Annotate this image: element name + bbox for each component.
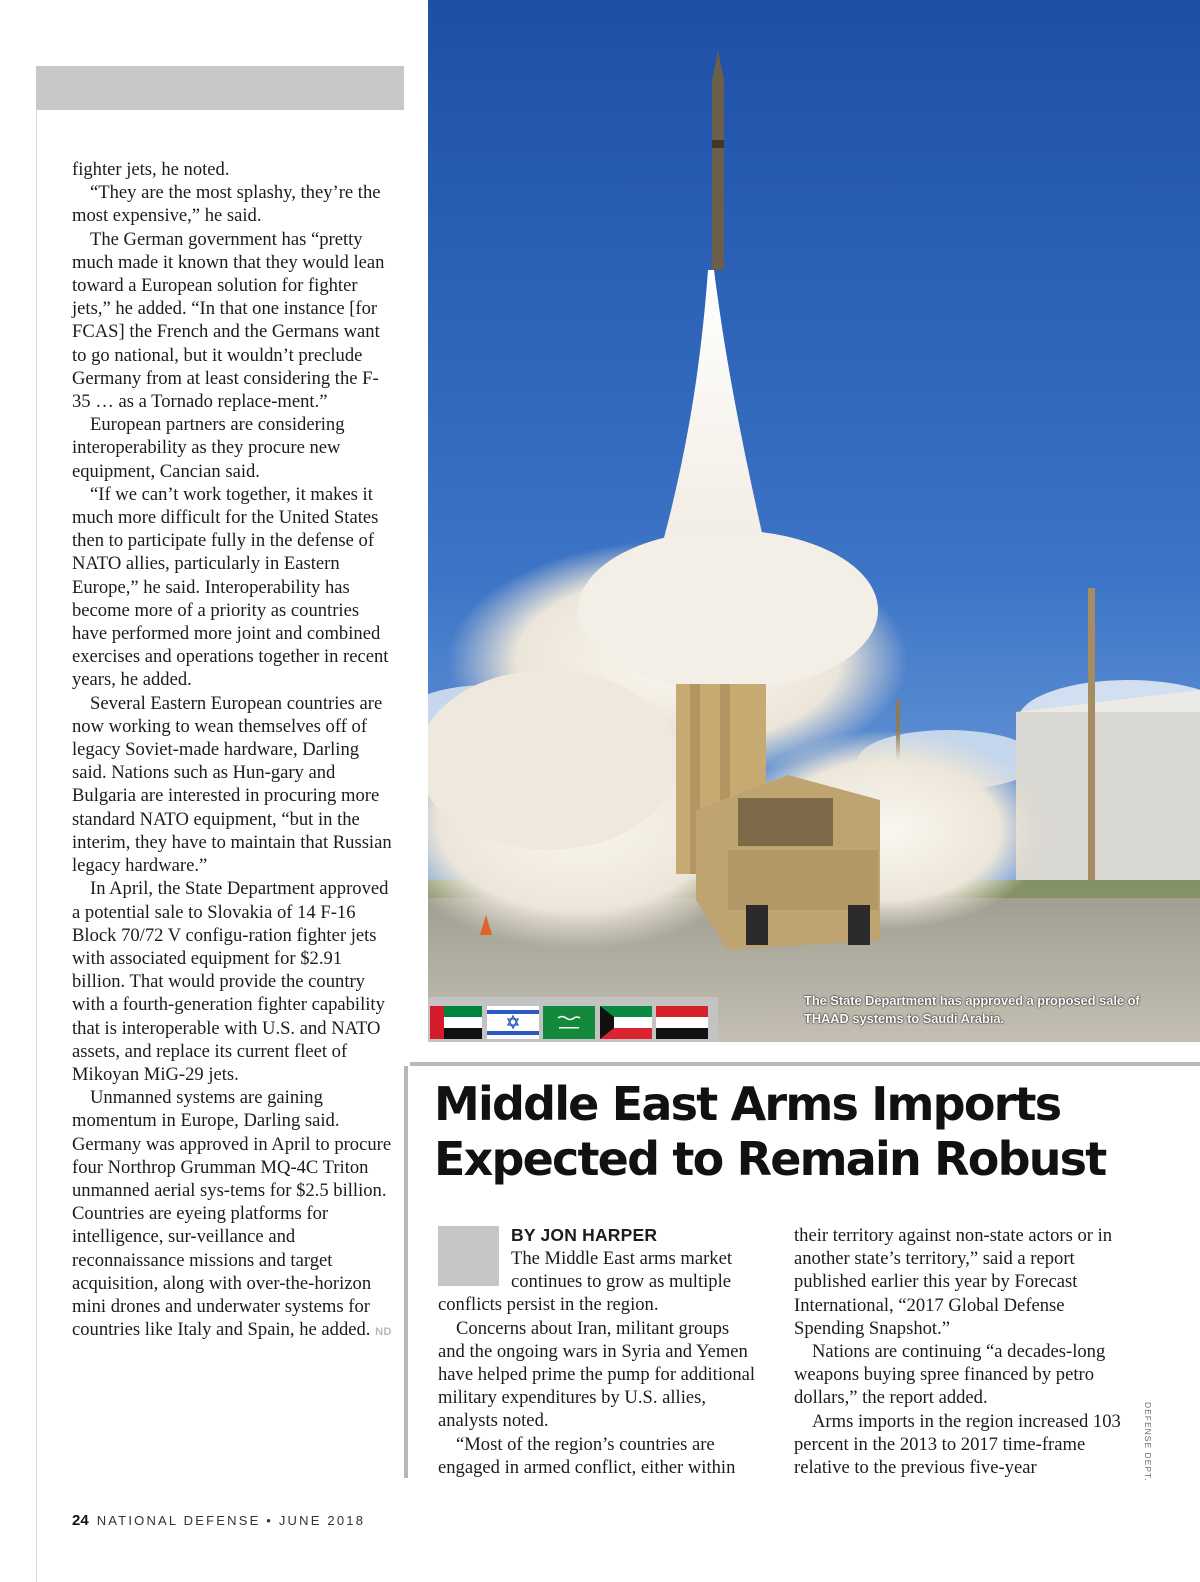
paragraph: “If we can’t work together, it makes it much more difficult for the United States then to participate fully in the defense of NATO allies, particularly in Eastern Europe,” he said. Interoperability has become more of a priority as countries have performed more joint and combined exercises and operations together in recent years, he added. <box>72 483 389 691</box>
page-edge-rule <box>36 110 37 1582</box>
kuwait-flag-icon <box>600 1006 652 1039</box>
page-number: 24 <box>72 1512 89 1529</box>
paragraph: Arms imports in the region increased 103 percent in the 2013 to 2017 time-frame relative to the previous five-year <box>794 1410 1121 1479</box>
paragraph: Several Eastern European countries are now working to wean themselves off of legacy Soviet-made hardware, Darling said. Nations such as Hun-gary and Bulgaria are interested in procuring more standard NATO equipment, “but in the interim, they have to maintain that Russian legacy hardware.” <box>72 692 392 877</box>
paragraph: In April, the State Department approved a potential sale to Slovakia of 14 F-16 Block 70/72 V configu-ration fighter jets with associated equipment for $2.91 billion. That would provide the country with a fourth-generation fighter capability that is interoperable with U.S. and NATO assets, and replace its current fleet of Mikoyan MiG-29 jets. <box>72 878 389 1085</box>
publication-line: NATIONAL DEFENSE • JUNE 2018 <box>96 1513 366 1528</box>
paragraph: European partners are considering interoperability as they procure new equipment, Cancian said. <box>72 414 345 482</box>
byline: BY JON HARPER <box>511 1225 658 1245</box>
article-headline <box>434 1077 1174 1187</box>
headline-line-1: Middle East Arms Imports <box>434 1077 1061 1131</box>
column-divider <box>404 1066 408 1478</box>
yemen-flag-icon <box>656 1006 708 1039</box>
photo-caption: The State Department has approved a proposed sale of THAAD systems to Saudi Arabia. <box>804 993 1140 1026</box>
headline-top-rule <box>410 1062 1200 1066</box>
paragraph: Nations are continuing “a decades-long weapons buying spree financed by petro dollars,” the report added. <box>794 1341 1106 1409</box>
photo-credit <box>1141 1402 1155 1492</box>
headline-line-2: Expected to Remain Robust <box>434 1132 1106 1186</box>
article-column-right <box>794 1224 1124 1479</box>
end-mark: ND <box>375 1326 392 1339</box>
page-footer <box>72 1512 365 1529</box>
paragraph: their territory against non-state actors or in another state’s territory,” said a report published earlier this year by Forecast International, “2017 Global Defense Spending Snapshot.” <box>794 1225 1113 1339</box>
paragraph: fighter jets, he noted. <box>72 159 230 180</box>
drop-cap-box <box>438 1226 499 1286</box>
thaad-launch-photo <box>428 0 1200 1042</box>
israel-flag-icon <box>487 1006 539 1039</box>
paragraph: The German government has “pretty much made it known that they would lean toward a European solution for fighter jets,” he added. “In that one instance [for FCAS] the French and the Germans want to go national, but it wouldn’t preclude Germany from at least considering the F-35 … as a Tornado replace-ment.” <box>72 228 385 413</box>
paragraph: “Most of the region’s countries are engaged in armed conflict, either within <box>438 1433 736 1478</box>
paragraph: Concerns about Iran, militant groups and the ongoing wars in Syria and Yemen have helped prime the pump for additional military expenditures by U.S. allies, analysts noted. <box>438 1317 756 1432</box>
saudi-arabia-flag-icon <box>543 1006 595 1039</box>
paragraph: “They are the most splashy, they’re the most expensive,” he said. <box>72 182 381 227</box>
uae-flag-icon <box>430 1006 482 1039</box>
lead-paragraph: The Middle East arms market continues to grow as multiple conflicts persist in the region. <box>438 1248 732 1316</box>
paragraph-text: Unmanned systems are gaining momentum in Europe, Darling said. Germany was approved in April to procure four Northrop Grumman MQ-4C Triton unmanned aerial sys-tems for $2.5 billion. Countries are eyeing platforms for intelligence, sur-veillance and reconnaissance missions and target acquisition, along with over-the-horizon mini drones and underwater systems for countries like Italy and Spain, he added. <box>72 1087 392 1341</box>
paragraph-last <box>72 1086 392 1344</box>
photo-credit-text: DEFENSE DEPT. <box>1143 1402 1153 1482</box>
left-column-text <box>72 158 392 1344</box>
top-gray-bar <box>36 66 404 110</box>
article-column-middle <box>438 1224 758 1479</box>
page-edge-rule-top <box>36 66 37 110</box>
